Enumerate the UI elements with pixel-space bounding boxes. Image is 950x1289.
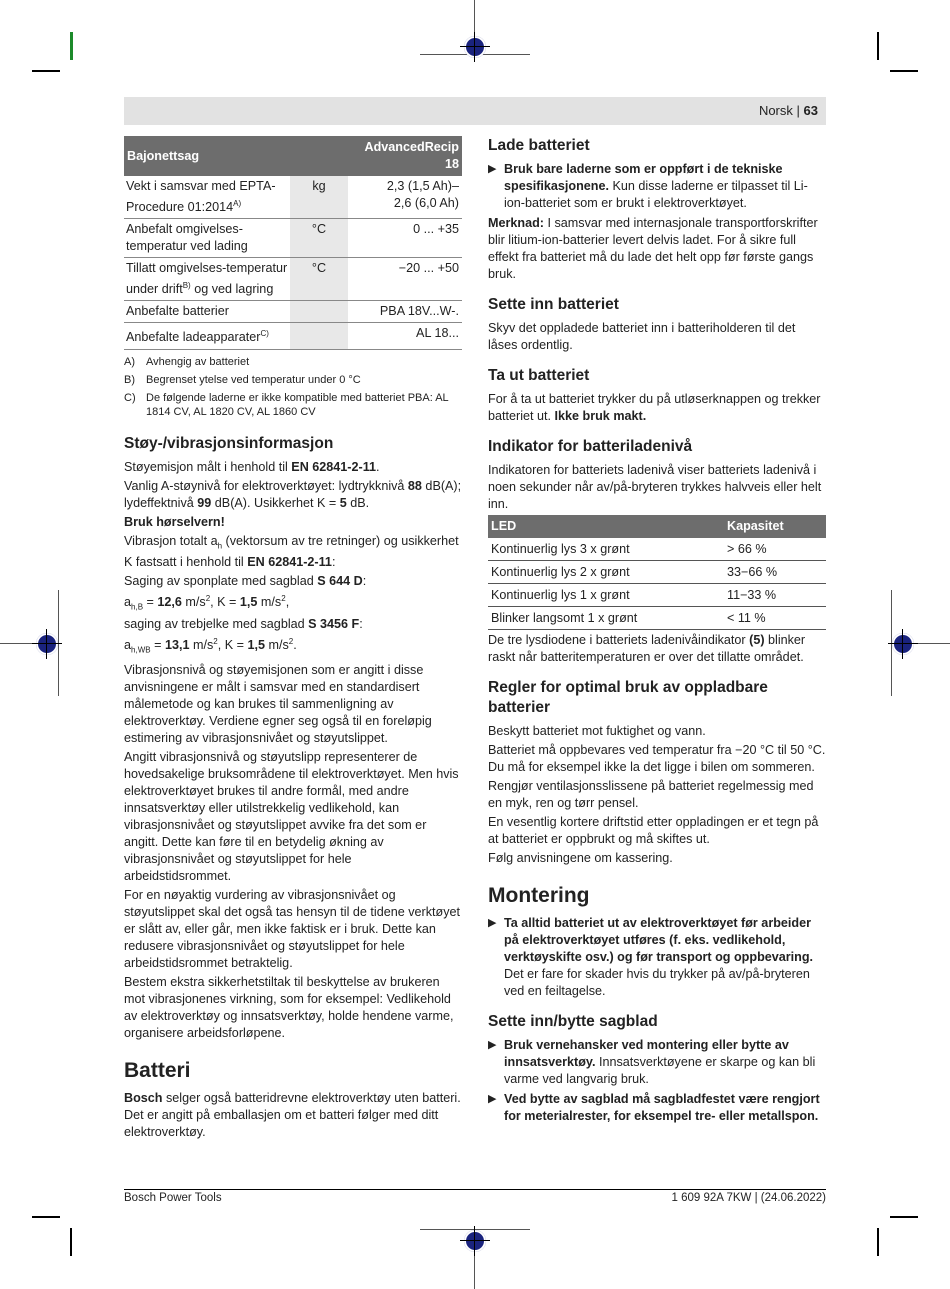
- table-row: [488, 584, 826, 607]
- spec-value: 2,3 (1,5 Ah)–2,6 (6,0 Ah): [348, 176, 462, 219]
- indikator-after: De tre lysdiodene i batteriets ladenivåindikator (5) blinker raskt når batteritemperaturen er over det tillatte området.: [488, 633, 806, 664]
- left-column: [124, 136, 462, 1143]
- spec-table-header: [124, 136, 462, 176]
- table-row: [488, 607, 826, 630]
- registration-mark-icon: [892, 633, 914, 655]
- page-header: [124, 97, 826, 125]
- sagblad-title: Sette inn/bytte sagblad: [488, 1013, 658, 1030]
- noise-p6: For en nøyaktig vurdering av vibrasjonsnivået og støyutslippet skal det også tas hensyn til de tidene verktøyet er slått av, eller går, men ikke faktisk er i bruk. Dette kan redusere vibrasjonsnivået og støyutslippet for hele arbeidstidsrommet betraktelig.: [124, 888, 461, 971]
- spec-unit: [290, 323, 348, 349]
- crop-mark: [890, 1216, 918, 1218]
- footnote: A) Avhengig av batteriet: [124, 355, 250, 368]
- spec-value: AL 18...: [348, 323, 462, 349]
- spec-header-unit: [290, 136, 348, 176]
- spec-value: −20 ... +50: [348, 258, 462, 301]
- batteri-p: Bosch selger også batteridrevne elektroverktøy uten batteri. Det er angitt på emballasjen om et batteri følger med ditt elektroverktøy.: [124, 1091, 461, 1140]
- right-column: [488, 136, 826, 1128]
- spec-unit: °C: [290, 219, 348, 258]
- vibration-values: Saging av sponplate med sagblad S 644 D: $a_{h,B} = 12,6$ $m/s^2$, K = 1,5 $m/s^2$, saging av trebjelke med sagblad S 3456 F: $a_{h,WB} = 13,1$ $m/s^2$, K = 1,5 $m/s^2$.: [124, 574, 367, 655]
- crop-mark: [877, 32, 879, 60]
- noise-p2: Vanlig A-støynivå for elektroverktøyet: lydtrykknivå 88 dB(A); lydeffektnivå 99 dB(A). Usikkerhet K = 5 dB.: [124, 478, 462, 510]
- led-state: Kontinuerlig lys 1 x grønt: [488, 584, 724, 607]
- crop-mark: [32, 1216, 60, 1218]
- list-item: ▶ Bruk vernehansker ved montering eller bytte av innsatsverktøy. Innsatsverktøyene er skarpe og kan bli varme ved langvarig bruk.: [488, 1038, 816, 1086]
- crop-line: [0, 643, 34, 644]
- regler-item: Rengjør ventilasjonsslissene på batteriet regelmessig med en myk, ren og tørr pensel.: [488, 779, 814, 810]
- indikator-title: Indikator for batteriladenivå: [488, 438, 693, 455]
- led-table-header: [488, 515, 826, 538]
- regler-item: Batteriet må oppbevares ved temperatur fra −20 °C til 50 °C. Du må for eksempel ikke la det ligge i bilen om sommeren.: [488, 743, 826, 774]
- ta-ut-title: Ta ut batteriet: [488, 367, 590, 384]
- footnote: C) De følgende laderne er ikke kompatible med batteriet PBA: AL 1814 CV, AL 1820 CV, AL 1860 CV: [124, 391, 449, 418]
- table-row: [488, 538, 826, 561]
- noise-p5: Angitt vibrasjonsnivå og støyutslipp representerer de hovedsakelige bruksområdene til elektroverktøyet. Men hvis elektroverktøyet brukes til andre formål, med andre innsatsverktøy eller utilstrekkelig vedlikehold, kan vibrasjonsnivået og støyutslippet avvike fra det som er angitt. Dette kan føre til en betydelig økning av vibrasjonsnivået og støyutslippet for hele arbeidstidsrommet.: [124, 750, 459, 884]
- crop-line: [916, 643, 950, 644]
- triangle-right-icon: ▶: [488, 1039, 497, 1051]
- noise-p1: Støyemisjon målt i henhold til EN 62841-2-11.: [124, 459, 380, 474]
- table-row: [124, 301, 462, 323]
- crop-line: [474, 1252, 475, 1289]
- led-table: [488, 515, 826, 630]
- table-row: [124, 219, 462, 258]
- montering-title: Montering: [488, 884, 590, 907]
- header-language: Norsk: [758, 103, 793, 118]
- spec-unit: [290, 301, 348, 323]
- spec-value: 0 ... +35: [348, 219, 462, 258]
- spec-footnotes: [124, 355, 462, 419]
- crop-mark: [70, 1228, 72, 1256]
- page-number: 63: [803, 103, 818, 118]
- list-item: ▶ Ved bytte av sagblad må sagbladfestet være rengjort for meterialrester, for eksempel tre- eller metallspon.: [488, 1092, 820, 1123]
- table-row: [124, 176, 462, 219]
- registration-mark-icon: [464, 36, 486, 58]
- led-capacity: 11−33 %: [724, 584, 826, 607]
- capacity-header: Kapasitet: [724, 515, 826, 538]
- led-state: Blinker langsomt 1 x grønt: [488, 607, 724, 630]
- noise-p4: Vibrasjonsnivå og støyemisjonen som er angitt i disse anvisningene er målt i samsvar med en standardisert målemetode og kan brukes til sammenligning av elektroverktøy. Verdiene egner seg også til en foreløpig estimering av vibrasjonsnivået og støyutslippet.: [124, 663, 432, 746]
- sette-inn-title: Sette inn batteriet: [488, 296, 619, 313]
- triangle-right-icon: ▶: [488, 1093, 497, 1105]
- sette-inn-p: Skyv det oppladede batteriet inn i batteriholderen til det låses ordentlig.: [488, 321, 796, 352]
- spec-unit: °C: [290, 258, 348, 301]
- spec-label: Anbefalte batterier: [124, 301, 290, 323]
- hearing-warning: Bruk hørselvern!: [124, 514, 225, 529]
- spec-unit: kg: [290, 176, 348, 219]
- regler-item: Følg anvisningene om kassering.: [488, 851, 673, 865]
- spec-label: Anbefalt omgivelses-temperatur ved lading: [124, 219, 290, 258]
- regler-item: Beskytt batteriet mot fuktighet og vann.: [488, 724, 706, 738]
- spec-label: Anbefalte ladeapparater$^{C)}$: [124, 323, 290, 349]
- lade-note: Merknad: I samsvar med internasjonale transportforskrifter blir litium-ion-batterier levert delvis ladet. For å sikre full effekt fra batteriet må du lade det helt opp før første gangs bruk.: [488, 216, 818, 281]
- header-text: [759, 103, 818, 118]
- footer-right: 1 609 92A 7KW | (24.06.2022): [671, 1192, 826, 1204]
- indikator-p: Indikatoren for batteriets ladenivå viser batteriets ladenivå i noen sekunder når av/på-bryteren trykkes halvveis eller helt inn.: [488, 463, 822, 511]
- lade-title: Lade batteriet: [488, 137, 590, 154]
- led-header: LED: [488, 515, 724, 538]
- crop-mark: [70, 32, 73, 60]
- registration-mark-icon: [36, 633, 58, 655]
- registration-mark-icon: [464, 1230, 486, 1252]
- led-capacity: 33−66 %: [724, 561, 826, 584]
- crop-mark: [890, 70, 918, 72]
- led-state: Kontinuerlig lys 3 x grønt: [488, 538, 724, 561]
- spec-value: PBA 18V...W-.: [348, 301, 462, 323]
- triangle-right-icon: ▶: [488, 917, 497, 929]
- noise-p7: Bestem ekstra sikkerhetstiltak til beskyttelse av brukeren mot vibrasjonenes virkning, som for eksempel: Vedlikehold av elektroverktøy og innsatsverktøy, holde hendene varme, organisere arbeidsforløpene.: [124, 975, 454, 1041]
- list-item: ▶ Bruk bare laderne som er oppført i de tekniske spesifikasjonene. Kun disse laderne er tilpasset til Li-ion-batteriet som er brukt i elektroverktøyet.: [488, 162, 808, 210]
- table-row: [124, 323, 462, 349]
- spec-header-product: Bajonettsag: [124, 136, 290, 176]
- noise-p3: Vibrasjon totalt $a_h$ (vektorsum av tre retninger) og usikkerhet K fastsatt i henhold til EN 62841-2-11:: [124, 533, 459, 570]
- noise-title: Støy-/vibrasjonsinformasjon: [124, 434, 334, 452]
- crop-mark: [32, 70, 60, 72]
- spec-table: [124, 136, 462, 350]
- regler-item: En vesentlig kortere driftstid etter oppladingen er et tegn på at batteriet er oppbrukt og må skiftes ut.: [488, 815, 819, 846]
- regler-title: Regler for optimal bruk av oppladbare batterier: [488, 679, 768, 716]
- header-separator: |: [796, 103, 800, 118]
- spec-label: Tillatt omgivelses-temperatur under drift$^{B)}$ og ved lagring: [124, 258, 290, 301]
- crop-mark: [877, 1228, 879, 1256]
- table-row: [124, 258, 462, 301]
- spec-label: Vekt i samsvar med EPTA-Procedure $01:2014^{A)}$: [124, 176, 290, 219]
- batteri-title: Batteri: [124, 1059, 191, 1083]
- led-capacity: < 11 %: [724, 607, 826, 630]
- led-capacity: > 66 %: [724, 538, 826, 561]
- footer-divider: [124, 1189, 826, 1190]
- list-item: ▶ Ta alltid batteriet ut av elektroverktøyet før arbeider på elektroverktøyet utføres (f. eks. vedlikehold, verktøyskifte osv.) og før transport og oppbevaring. Det er fare for skader hvis du trykker på av/på-bryteren ved en feiltagelse.: [488, 916, 814, 998]
- footnote: B) Begrenset ytelse ved temperatur under 0 °C: [124, 373, 361, 386]
- table-row: [488, 561, 826, 584]
- ta-ut-p: For å ta ut batteriet trykker du på utløserknappen og trekker batteriet ut. Ikke bruk makt.: [488, 392, 821, 423]
- spec-header-model: AdvancedRecip 18: [348, 136, 462, 176]
- triangle-right-icon: ▶: [488, 163, 497, 175]
- led-state: Kontinuerlig lys 2 x grønt: [488, 561, 724, 584]
- footer-left: Bosch Power Tools: [124, 1192, 222, 1204]
